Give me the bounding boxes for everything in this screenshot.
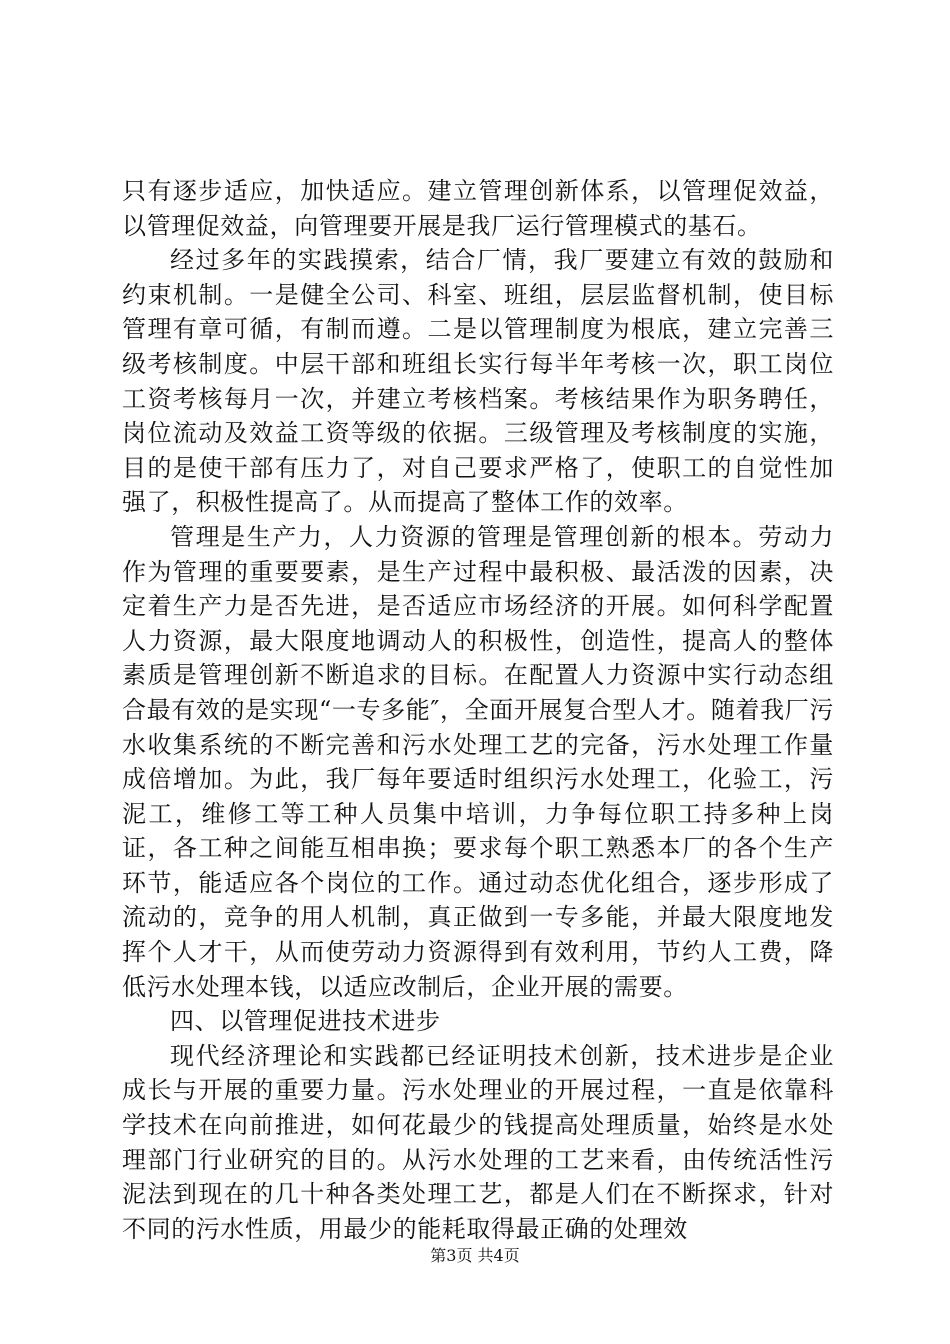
paragraph-1: 只有逐步适应，加快适应。建立管理创新体系，以管理促效益，以管理促效益，向管理要开展是我厂运行管理模式的基石。 [122,177,834,240]
paragraph-4: 现代经济理论和实践都已经证明技术创新，技术进步是企业成长与开展的重要力量。污水处理业的开展过程，一直是依靠科学技术在向前推进，如何花最少的钱提高处理质量，始终是水处理部门行业研究的目的。从污水处理的工艺来看，由传统活性污泥法到现在的几十种各类处理工艺，都是人们在不断探求，针对不同的污水性质，用最少的能耗取得最正确的处理效 [122,1041,834,1243]
page-footer: 第3页 共4页 [430,1246,520,1265]
section-heading: 四、以管理促进技术进步 [170,1007,441,1036]
paragraph-3: 管理是生产力，人力资源的管理是管理创新的根本。劳动力作为管理的重要要素，是生产过程中最积极、最活泼的因素，决定着生产力是否先进，是否适应市场经济的开展。如何科学配置人力资源，最大限度地调动人的积极性，创造性，提高人的整体素质是管理创新不断追求的目标。在配置人力资源中实行动态组合最有效的是实现“一专多能″，全面开展复合型人才。随着我厂污水收集系统的不断完善和污水处理工艺的完备，污水处理工作量成倍增加。为此，我厂每年要适时组织污水处理工，化验工，污泥工，维修工等工种人员集中培训，力争每位职工持多种上岗证，各工种之间能互相串换；要求每个职工熟悉本厂的各个生产环节，能适应各个岗位的工作。通过动态优化组合，逐步形成了流动的，竞争的用人机制，真正做到一专多能，并最大限度地发挥个人才干，从而使劳动力资源得到有效利用，节约人工费，降低污水处理本钱，以适应改制后，企业开展的需要。 [122,522,834,1001]
paragraph-2: 经过多年的实践摸索，结合厂情，我厂要建立有效的鼓励和约束机制。一是健全公司、科室、班组，层层监督机制，使目标管理有章可循，有制而遵。二是以管理制度为根底，建立完善三级考核制度。中层干部和班组长实行每半年考核一次，职工岗位工资考核每月一次，并建立考核档案。考核结果作为职务聘任，岗位流动及效益工资等级的依据。三级管理及考核制度的实施，目的是使干部有压力了，对自己要求严格了，使职工的自觉性加强了，积极性提高了。从而提高了整体工作的效率。 [122,246,834,517]
document-body [122,174,834,1246]
